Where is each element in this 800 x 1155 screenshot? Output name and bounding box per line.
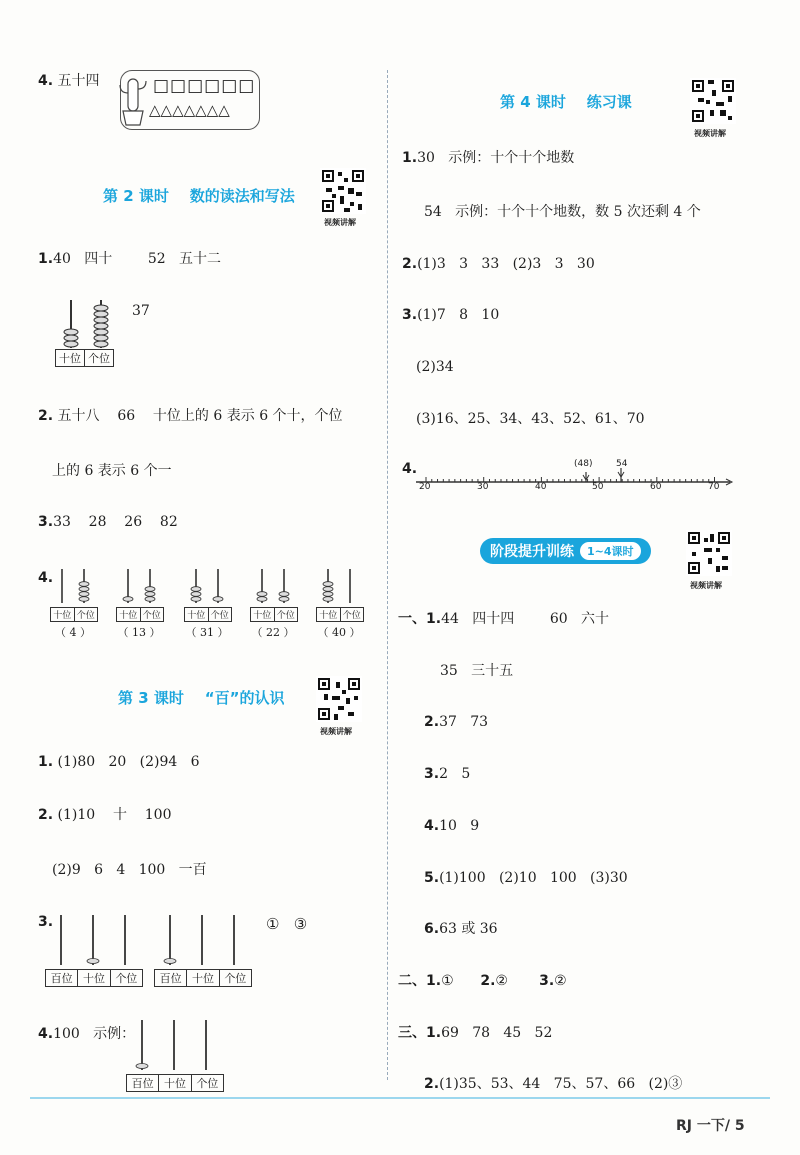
- r-q2: 2.(1)3 3 33 (2)3 3 30: [402, 256, 595, 272]
- left-q4-top: 4. 五十四: [38, 73, 100, 89]
- squares-row: □□□□□□: [153, 76, 256, 96]
- qr-label: 视频讲解: [694, 129, 726, 138]
- qr-label: 视频讲解: [320, 727, 352, 736]
- r-q3-line3: (3)16、25、34、43、52、61、70: [416, 411, 645, 427]
- sec2-q2-line2: 上的 6 表示 6 个一: [52, 463, 172, 479]
- p3-q1: 三、1.69 78 45 52: [398, 1025, 553, 1041]
- r-q1-line2: 54 示例：十个十个地数，数 5 次还剩 4 个: [424, 204, 701, 220]
- sec3-q1: 1. (1)80 20 (2)94 6: [38, 754, 200, 770]
- sec2-q4-num: 4.: [38, 570, 54, 586]
- p1-q4: 4.10 9: [424, 818, 480, 834]
- section-4-title: 第 4 课时 练习课: [500, 93, 632, 111]
- sec3-q4: 4.100 示例：: [38, 1026, 136, 1042]
- p1-q2: 2.37 73: [424, 714, 489, 730]
- abacus-item: 十位 个位 （ 31 ）: [184, 567, 232, 640]
- qr-label: 视频讲解: [324, 218, 356, 227]
- abacus-three-rods-2: 百位 十位 个位: [154, 913, 252, 987]
- abacus-item: 十位 个位 （ 40 ）: [316, 567, 364, 640]
- sec3-q3-num: 3.: [38, 914, 54, 930]
- p1-q3: 3.2 5: [424, 766, 471, 782]
- qr-code-icon[interactable]: [686, 530, 732, 576]
- section-3-title: 第 3 课时 “百”的认识: [118, 689, 285, 707]
- qr-label: 视频讲解: [690, 581, 722, 590]
- abacus-100: 百位 十位 个位: [126, 1018, 224, 1092]
- nl-tick-label: 60: [650, 482, 662, 492]
- triangles-row: △△△△△△△: [149, 101, 230, 119]
- r-q1-line1: 1.30 示例：十个十个地数: [402, 150, 575, 166]
- nl-tick-label: 40: [535, 482, 547, 492]
- abacus-three-rods-1: 百位 十位 个位: [45, 913, 143, 987]
- column-divider: [387, 70, 388, 1080]
- sec2-q2-line1: 2. 五十八 66 十位上的 6 表示 6 个十，个位: [38, 408, 343, 424]
- p1-q1-line1: 一、1.44 四十四 60 六十: [398, 611, 609, 627]
- nl-mark-48: (48): [574, 459, 593, 469]
- nl-tick-label: 20: [419, 482, 431, 492]
- sec3-q3-answer: ① ③: [266, 915, 308, 933]
- section-2-title: 第 2 课时 数的读法和写法: [103, 187, 295, 205]
- r-q4-num: 4.: [402, 461, 418, 477]
- stage-training-badge: 阶段提升训练 1~4课时: [480, 538, 651, 564]
- abacus-item: 十位 个位 （ 13 ）: [116, 567, 164, 640]
- nl-tick-label: 30: [477, 482, 489, 492]
- abacus-item: 十位 个位 （ 4 ）: [50, 567, 98, 640]
- p3-q2: 2.(1)35、53、44 75、57、66 (2)③: [424, 1076, 683, 1092]
- nl-mark-54: 54: [616, 459, 628, 469]
- abacus-37-labels: 十位 个位: [55, 349, 114, 367]
- nl-tick-label: 70: [708, 482, 720, 492]
- qr-code-icon[interactable]: [316, 676, 362, 722]
- sec3-q2-line1: 2. (1)10 十 100: [38, 807, 172, 823]
- p1-q6: 6.63 或 36: [424, 921, 498, 937]
- r-q3-line1: 3.(1)7 8 10: [402, 307, 500, 323]
- qr-code-icon[interactable]: [320, 168, 366, 214]
- abacus-item: 十位 个位 （ 22 ）: [250, 567, 298, 640]
- cactus-icon: [115, 73, 151, 127]
- sec2-q3: 3.33 28 26 82: [38, 514, 178, 530]
- nl-tick-label: 50: [592, 482, 604, 492]
- sec2-q4-abacus-group: [50, 567, 365, 637]
- qr-code-icon[interactable]: [690, 78, 736, 124]
- abacus-37-value: 37: [132, 303, 150, 319]
- shapes-box: [120, 70, 260, 130]
- p1-q5: 5.(1)100 (2)10 100 (3)30: [424, 870, 628, 886]
- page-number: RJ 一下/ 5: [676, 1118, 745, 1134]
- p2-answers: 二、1.① 2.② 3.②: [398, 973, 567, 989]
- r-q3-line2: (2)34: [416, 359, 454, 375]
- sec3-q2-line2: (2)9 6 4 100 一百: [52, 862, 207, 878]
- sec2-q1: 1.40 四十 52 五十二: [38, 251, 221, 267]
- p1-q1-line2: 35 三十五: [440, 663, 514, 679]
- footer-rule: [30, 1097, 770, 1099]
